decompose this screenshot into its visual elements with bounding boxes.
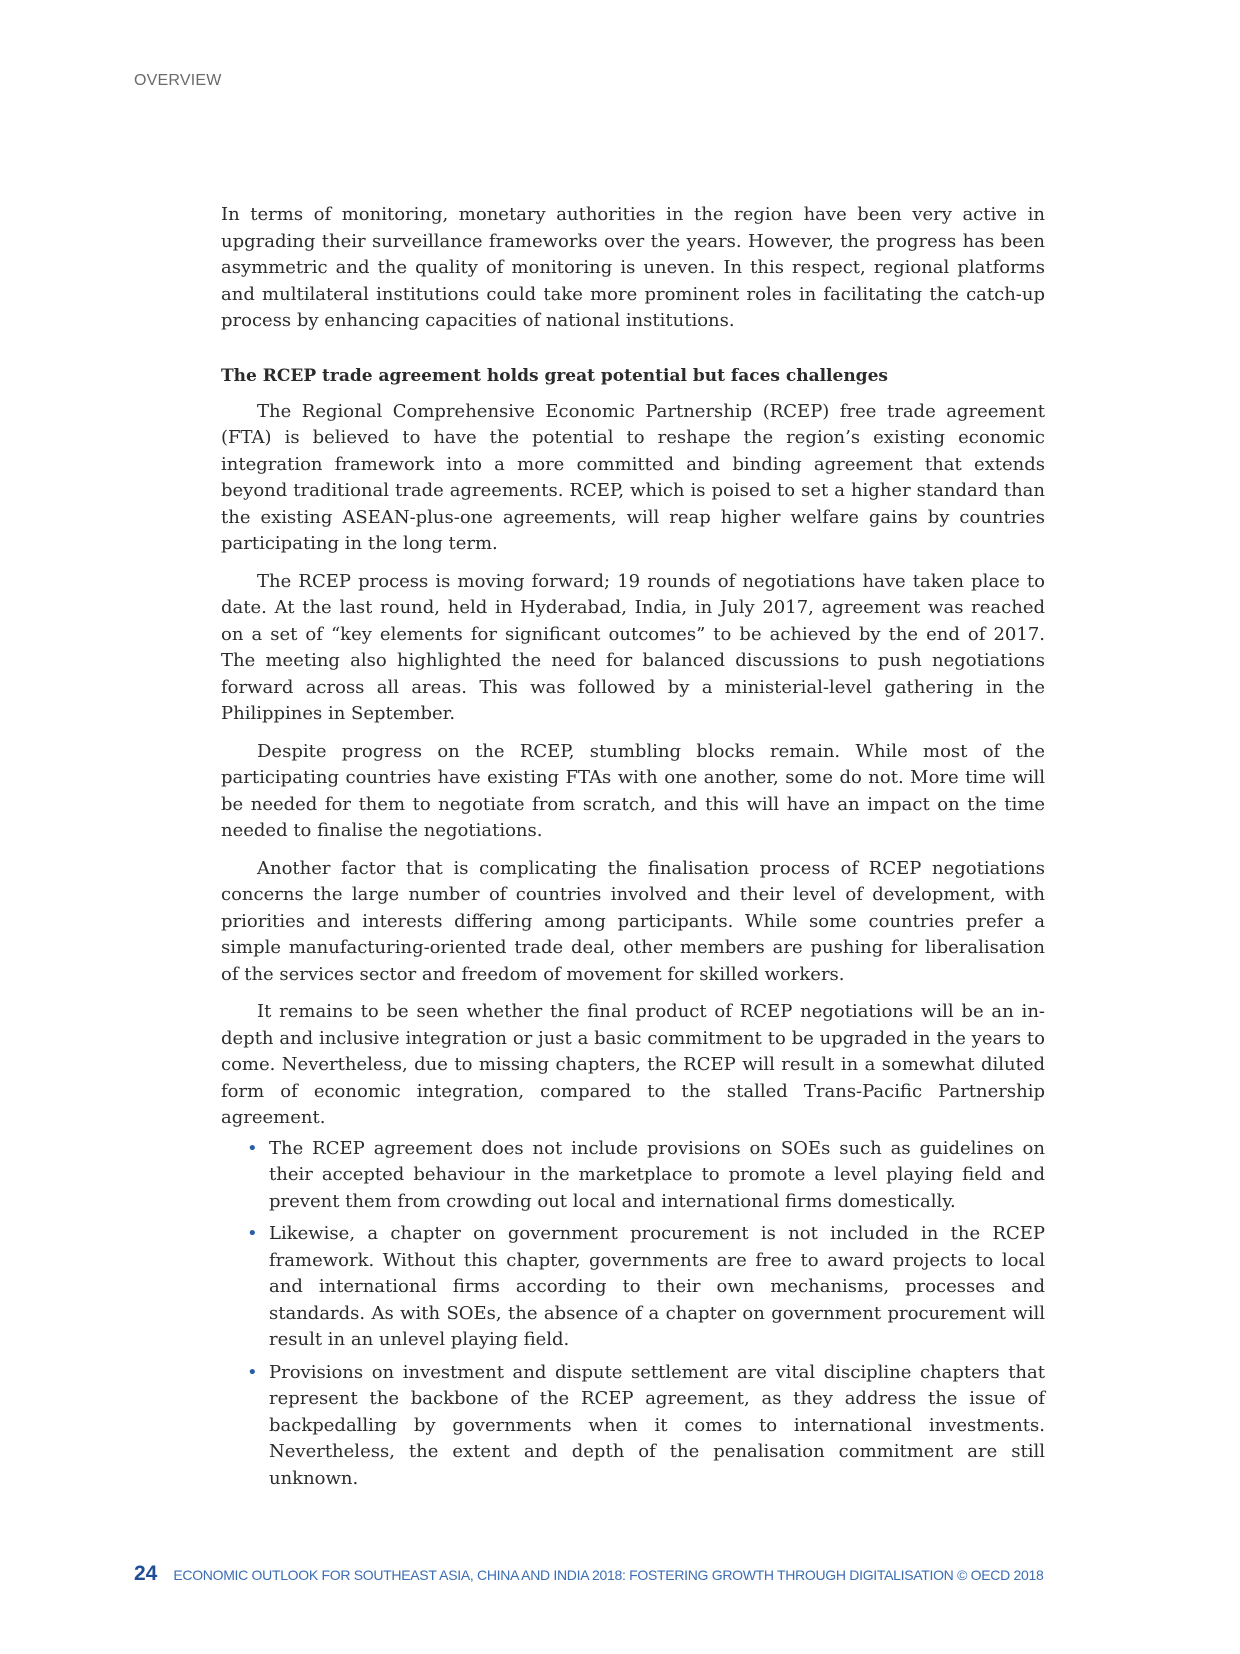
paragraph-rcep-process: The RCEP process is moving forward; 19 rounds of negotiations have taken place to date. At the last round, held in Hyderabad, India, in July 2017, agreement was reached on a set of “key elements for significant outcomes” to be achieved by the end of 2017. The meeting also highlighted the need for balanced discussions to push negotiations forward across all areas. This was followed by a ministerial-level gathering in the Philippines in September.	[221, 570, 1045, 724]
running-header: OVERVIEW	[134, 72, 222, 89]
list-item	[247, 1360, 1045, 1493]
bullet-icon: •	[247, 1137, 258, 1159]
paragraph-final-product: It remains to be seen whether the final product of RCEP negotiations will be an in-depth and inclusive integration or just a basic commitment to be upgraded in the years to come. Nevertheless, due to missing chapters, the RCEP will result in a somewhat diluted form of economic integration, compared to the stalled Trans-Pacific Partnership agreement.	[221, 1001, 1045, 1128]
paragraph-complicating-factor: Another factor that is complicating the finalisation process of RCEP negotiations concerns the large number of countries involved and their level of development, with priorities and interests differing among participants. While some countries prefer a simple manufacturing-oriented trade deal, other members are pushing for liberalisation of the services sector and freedom of movement for skilled workers.	[221, 857, 1045, 985]
paragraph-stumbling-blocks: Despite progress on the RCEP, stumbling blocks remain. While most of the participating countries have existing FTAs with one another, some do not. More time will be needed for them to negotiate from scratch, and this will have an impact on the time needed to finalise the negotiations.	[221, 740, 1045, 841]
bullet-text-soes: The RCEP agreement does not include provisions on SOEs such as guidelines on their accepted behaviour in the marketplace to promote a level playing field and prevent them from crowding out local and international firms domestically.	[269, 1137, 1045, 1212]
bullet-icon: •	[247, 1361, 258, 1383]
bullet-text-procurement: Likewise, a chapter on government procurement is not included in the RCEP framework. Without this chapter, governments are free to award projects to local and international firms according to their own mechanisms, processes and standards. As with SOEs, the absence of a chapter on government procurement will result in an unlevel playing field.	[269, 1223, 1045, 1350]
bullet-list	[221, 1136, 1045, 1493]
list-item	[247, 1136, 1045, 1216]
list-item	[247, 1221, 1045, 1354]
section-heading: The RCEP trade agreement holds great potential but faces challenges	[221, 365, 888, 386]
paragraph-monitoring: In terms of monitoring, monetary authorities in the region have been very active in upgrading their surveillance frameworks over the years. However, the progress has been asymmetric and the quality of monitoring is uneven. In this respect, regional platforms and multilateral institutions could take more prominent roles in facilitating the catch-up process by enhancing capacities of national institutions.	[221, 204, 1045, 331]
main-content	[221, 202, 1045, 1498]
bullet-icon: •	[247, 1223, 258, 1244]
footer-publication-title: ECONOMIC OUTLOOK FOR SOUTHEAST ASIA, CHINA AND INDIA 2018: FOSTERING GROWTH THROUGH DIGITALISATION © OECD 2018	[173, 1567, 1044, 1583]
page-number: 24	[134, 1562, 158, 1585]
paragraph-rcep-intro: The Regional Comprehensive Economic Partnership (RCEP) free trade agreement (FTA) is believed to have the potential to reshape the region’s existing economic integration framework into a more committed and binding agreement that extends beyond traditional trade agreements. RCEP, which is poised to set a higher standard than the existing ASEAN-plus-one agreements, will reap higher welfare gains by countries participating in the long term.	[221, 400, 1045, 554]
bullet-text-investment: Provisions on investment and dispute settlement are vital discipline chapters that represent the backbone of the RCEP agreement, as they address the issue of backpedalling by governments when it comes to international investments. Nevertheless, the extent and depth of the penalisation commitment are still unknown.	[269, 1361, 1045, 1489]
page-footer	[134, 1562, 1054, 1586]
